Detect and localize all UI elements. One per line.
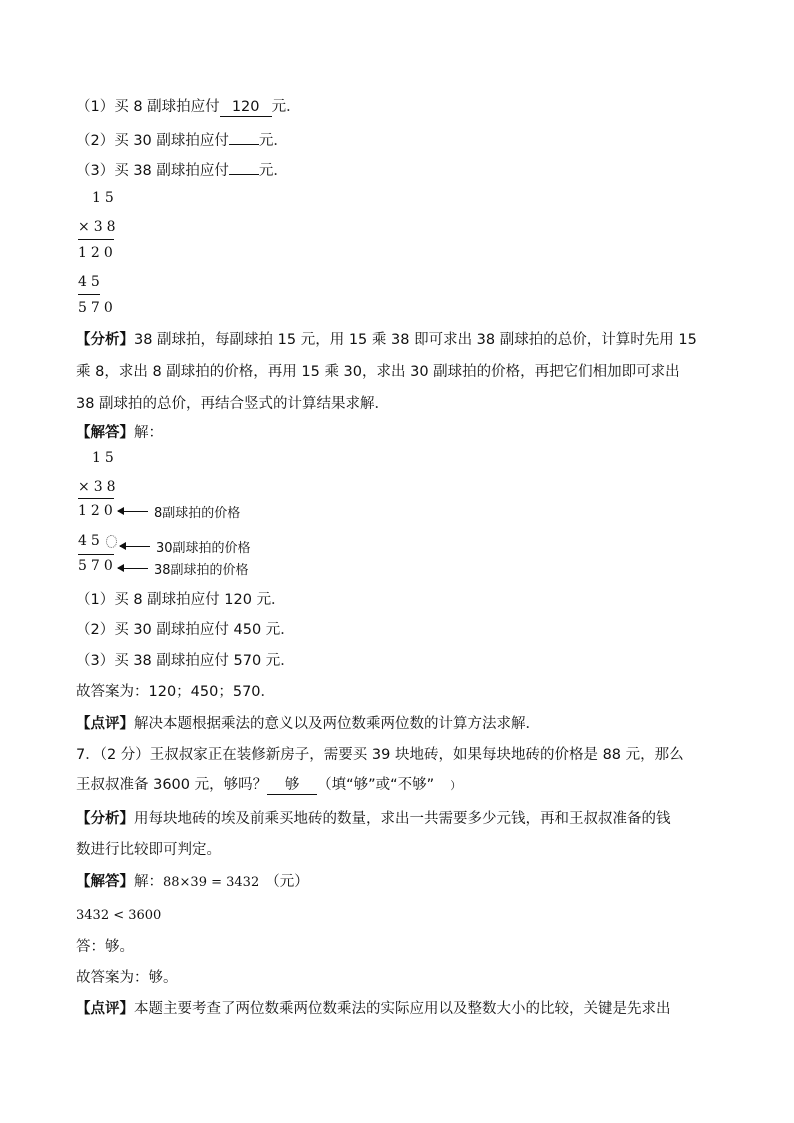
q7-answer: 答：够。	[76, 939, 134, 955]
q6-analysis-text1: 38 副球拍，每副球拍 15 元，用 15 乘 38 即可求出 38 副球拍的总价，计算时先用 15	[134, 332, 697, 348]
q6-part1-suffix: 元．	[271, 99, 301, 115]
q7-comment-tag: 【点评】	[76, 1001, 134, 1017]
arrow-left-icon	[118, 568, 148, 569]
q7-compare: 3432 < 3600	[76, 908, 162, 923]
vert2-rule1	[78, 498, 114, 499]
vert1-row2: ×38	[78, 219, 120, 235]
q6-analysis-line3: 38 副球拍的总价，再结合竖式的计算结果求解．	[76, 396, 390, 412]
vert2-rule2	[78, 554, 114, 555]
q6-part2-blank	[229, 144, 259, 145]
dotted-circle-icon	[106, 535, 117, 548]
q7-analysis-text1: 用每块地砖的埃及前乘买地砖的数量，求出一共需要多少元钱，再和王叔叔准备的钱	[134, 811, 671, 827]
q6-comment-tag: 【点评】	[76, 716, 134, 732]
vert2-row2: ×38	[78, 479, 120, 495]
q7-analysis-line1	[76, 809, 671, 829]
q7-question-suffix: （填“够”或“不够”	[317, 777, 435, 793]
q6-analysis-tag: 【分析】	[76, 332, 134, 348]
q6-part2-suffix: 元．	[258, 133, 288, 149]
q7-question-close: ）	[450, 779, 462, 792]
q6-answer-3: （3）买 38 副球拍应付 570 元．	[76, 653, 295, 669]
vert2-row3: 120	[78, 503, 117, 519]
q6-part1-answer: 120	[220, 98, 272, 117]
vert2-annotation-3	[118, 559, 249, 578]
q6-analysis-line2: 乘 8，求出 8 副球拍的价格，再用 15 乘 30，求出 30 副球拍的价格，再把它们相加即可求出	[76, 364, 680, 380]
q6-comment-text: 解决本题根据乘法的意义以及两位数乘两位数的计算方法求解．	[134, 716, 540, 732]
q6-answer-1: （1）买 8 副球拍应付 120 元．	[76, 592, 286, 608]
vert2-annotation-1	[118, 502, 240, 521]
vert1-row5: 570	[78, 300, 117, 316]
q7-analysis-tag: 【分析】	[76, 811, 134, 827]
q7-analysis-line2: 数进行比较即可判定。	[76, 842, 221, 858]
arrow-left-icon	[120, 546, 150, 547]
q7-comment-line	[76, 999, 671, 1019]
q6-part1	[76, 97, 301, 117]
q7-question-line2	[76, 775, 461, 796]
arrow-left-icon	[118, 511, 148, 512]
vert2-annotation-2	[120, 537, 251, 556]
q6-solution-text: 解：	[134, 425, 163, 441]
q6-comment-line	[76, 714, 540, 734]
q6-part3	[76, 161, 288, 181]
vert1-row3: 120	[78, 245, 117, 261]
vert1-rule1	[78, 239, 114, 240]
q7-comment-text: 本题主要考查了两位数乘两位数乘法的实际应用以及整数大小的比较，关键是先求出	[134, 1001, 671, 1017]
q7-solution-line	[76, 872, 309, 893]
q6-part3-suffix: 元．	[258, 163, 288, 179]
vert2-row4	[78, 533, 117, 549]
q7-solution-tag: 【解答】	[76, 874, 134, 890]
q6-final-answer: 故答案为：120；450；570．	[76, 684, 276, 700]
q7-formula-unit: （元）	[265, 874, 309, 890]
q6-part2	[76, 131, 288, 151]
q6-solution-line	[76, 423, 163, 443]
vert2-annotation-1-text: 8副球拍的价格	[154, 506, 241, 521]
q7-solution-text: 解：	[134, 874, 163, 890]
q6-analysis-line1	[76, 330, 697, 350]
q6-part3-prefix: （3）买 38 副球拍应付	[76, 163, 229, 179]
q6-solution-tag: 【解答】	[76, 425, 134, 441]
q7-question-line1: 7．（2 分）王叔叔家正在装修新房子，需要买 39 块地砖，如果每块地砖的价格是 88 元，那么	[76, 747, 684, 763]
q6-answer-2: （2）买 30 副球拍应付 450 元．	[76, 622, 295, 638]
vert1-row4: 45	[78, 274, 104, 290]
vert1-row1: 15	[92, 190, 118, 206]
vert2-row1: 15	[92, 450, 118, 466]
q6-part2-prefix: （2）买 30 副球拍应付	[76, 133, 229, 149]
q7-question-prefix: 王叔叔准备 3600 元，够吗？	[76, 777, 268, 793]
vert2-annotation-3-text: 38副球拍的价格	[154, 563, 249, 578]
q6-part3-blank	[229, 174, 259, 175]
q7-answer-blank: 够	[267, 776, 317, 795]
q7-final-answer: 故答案为：够。	[76, 970, 178, 986]
q6-part1-prefix: （1）买 8 副球拍应付	[76, 99, 220, 115]
vert1-rule2	[78, 294, 100, 295]
vert2-row5: 570	[78, 558, 117, 574]
vert2-row4-digits: 45	[78, 533, 104, 549]
vert2-annotation-2-text: 30副球拍的价格	[156, 541, 251, 556]
q7-formula: 88×39 = 3432	[163, 875, 260, 890]
